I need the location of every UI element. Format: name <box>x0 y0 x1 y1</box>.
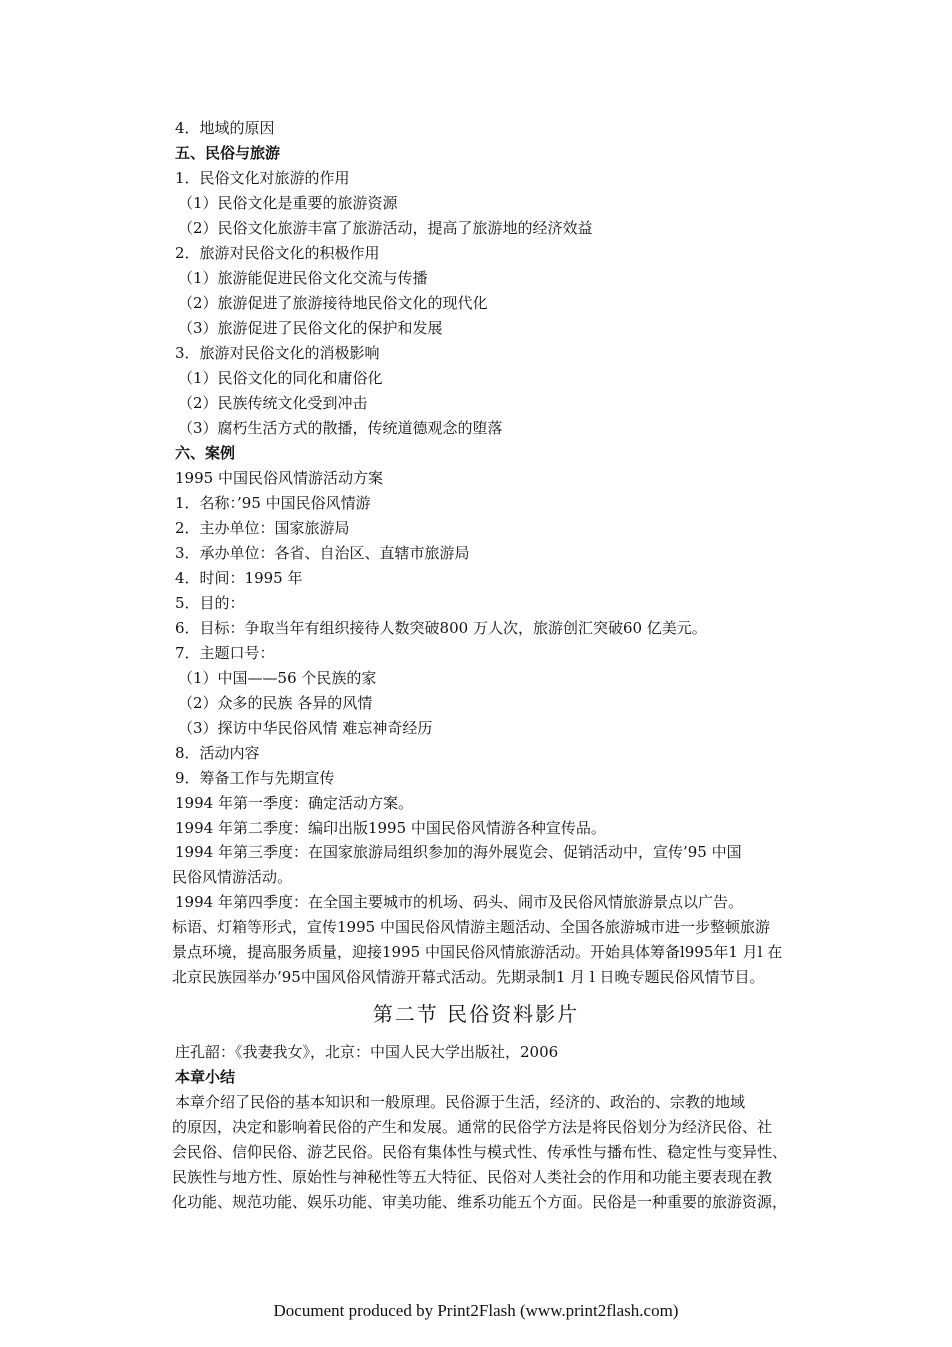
paragraph-line: 会民俗、信仰民俗、游艺民俗。民俗有集体性与模式性、传承性与播布性、稳定性与变异性、 <box>172 1143 788 1161</box>
list-item: 6．目标：争取当年有组织接待人数突破800 万人次，旅游创汇突破60 亿美元。 <box>175 619 707 637</box>
list-item: （1）民俗文化是重要的旅游资源 <box>178 194 398 212</box>
paragraph-line: 景点环境，提高服务质量，迎接1995 中国民俗风情旅游活动。开始具体筹备l995年1 月l 在 <box>172 943 783 961</box>
summary-paragraph <box>172 1090 815 1215</box>
list-item: （1）中国——56 个民族的家 <box>178 669 377 687</box>
paragraph-line: 1994 年第四季度：在全国主要城市的机场、码头、闹市及民俗风情旅游景点以广告。 <box>175 893 743 911</box>
paragraph-line: 北京民族园举办’95中国风俗风情游开幕式活动。先期录制1 月 l 日晚专题民俗风情节目。 <box>172 968 765 986</box>
list-item: 2．旅游对民俗文化的积极作用 <box>175 244 380 262</box>
list-item: （3）腐朽生活方式的散播，传统道德观念的堕落 <box>178 419 503 437</box>
list-item: 1994 年第二季度：编印出版1995 中国民俗风情游各种宣传品。 <box>175 819 606 837</box>
list-item: 3．旅游对民俗文化的消极影响 <box>175 344 380 362</box>
list-item: （2）民族传统文化受到冲击 <box>178 394 368 412</box>
list-item: 5．目的： <box>175 594 245 612</box>
list-item: 8．活动内容 <box>175 744 260 762</box>
list-item: 3．承办单位：各省、自治区、直辖市旅游局 <box>175 544 470 562</box>
list-item: （3）旅游促进了民俗文化的保护和发展 <box>178 319 443 337</box>
summary-heading: 本章小结 <box>175 1068 236 1086</box>
list-item: 7．主题口号： <box>175 644 275 662</box>
section-title: 第二节 民俗资料影片 <box>372 1002 580 1026</box>
list-item: 4．时间：1995 年 <box>175 569 303 587</box>
paragraph-line: 标语、灯箱等形式，宣传1995 中国民俗风情游主题活动、全国各旅游城市进一步整顿旅游 <box>172 918 770 936</box>
list-item: （2）众多的民族 各异的风情 <box>178 694 373 712</box>
list-item: 1994 年第一季度：确定活动方案。 <box>175 794 413 812</box>
paragraph-line: 的原因，决定和影响着民俗的产生和发展。通常的民俗学方法是将民俗划分为经济民俗、社 <box>172 1118 773 1136</box>
section-heading: 五、民俗与旅游 <box>175 144 281 162</box>
list-item: （2）民俗文化旅游丰富了旅游活动，提高了旅游地的经济效益 <box>178 219 593 237</box>
footer-watermark: Document produced by Print2Flash (www.print2flash.com) <box>273 1301 679 1320</box>
list-item: 1995 中国民俗风情游活动方案 <box>175 469 383 487</box>
list-item: 2．主办单位：国家旅游局 <box>175 519 350 537</box>
paragraph-line: 民族性与地方性、原始性与神秘性等五大特征、民俗对人类社会的作用和功能主要表现在教 <box>172 1168 773 1186</box>
list-item: （3）探访中华民俗风情 难忘神奇经历 <box>178 719 433 737</box>
paragraph-q3 <box>172 840 815 890</box>
reference: 庄孔韶：《我妻我女》，北京：中国人民大学出版社，2006 <box>175 1043 559 1061</box>
list-item: （1）民俗文化的同化和庸俗化 <box>178 369 383 387</box>
list-item: （1）旅游能促进民俗文化交流与传播 <box>178 269 428 287</box>
list-item: 4．地域的原因 <box>175 119 275 137</box>
paragraph-q4 <box>172 890 815 990</box>
paragraph-line: 本章介绍了民俗的基本知识和一般原理。民俗源于生活，经济的、政治的、宗教的地域 <box>175 1093 746 1111</box>
section-heading: 六、案例 <box>175 444 236 462</box>
paragraph-line: 1994 年第三季度：在国家旅游局组织参加的海外展览会、促销活动中，宣传’95 中国 <box>175 843 742 861</box>
list-item: 9．筹备工作与先期宣传 <box>175 769 335 787</box>
paragraph-line: 化功能、规范功能、娱乐功能、审美功能、维系功能五个方面。民俗是一种重要的旅游资源， <box>172 1193 788 1211</box>
list-item: （2）旅游促进了旅游接待地民俗文化的现代化 <box>178 294 488 312</box>
paragraph-line: 民俗风情游活动。 <box>172 868 293 886</box>
list-item: 1．民俗文化对旅游的作用 <box>175 169 350 187</box>
list-item: 1．名称：’95 中国民俗风情游 <box>175 494 371 512</box>
